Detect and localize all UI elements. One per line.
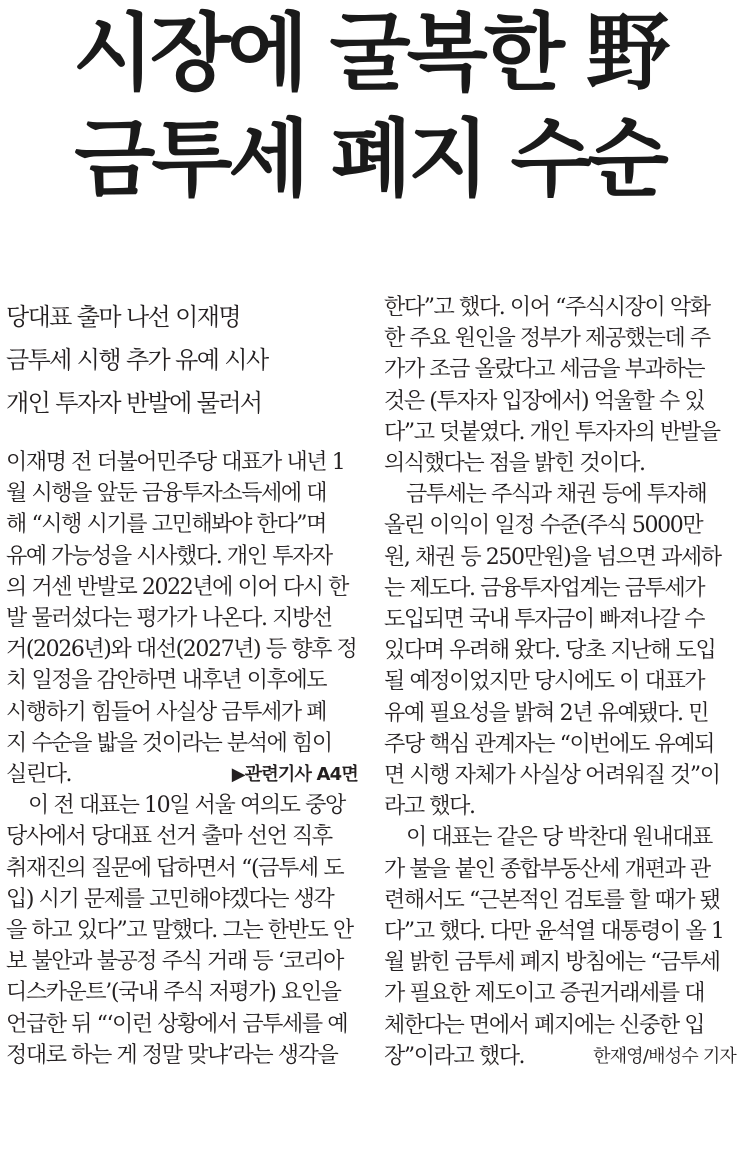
text-line: 가 필요한 제도이고 증권거래세를 대 [384,981,705,1007]
text-line: 장”이라고 했다. [384,1043,525,1069]
text-line: 을 하고 있다”고 말했다. 그는 한반도 안 [6,918,353,944]
subheadline-deck [6,292,358,425]
text-line: 취재진의 질문에 답하면서 “(금투세 도 [6,855,344,881]
text-line: 가가 조금 올랐다고 세금을 부과하는 [384,357,705,383]
text-line: 면 시행 자체가 사실상 어려워질 것”이 [384,763,720,789]
text-line: 발 물러섰다는 평가가 나온다. 지방선 [6,606,332,632]
text-line: 디스카운트’(국내 주식 저평가) 요인을 [6,980,341,1006]
right-column [384,292,736,1072]
text-line: 치 일정을 감안하면 내후년 이후에도 [6,668,327,694]
text-line: 주당 핵심 관계자는 “이번에도 유예되 [384,731,715,757]
related-article-line [6,759,358,790]
text-line: 이 대표는 같은 당 박찬대 원내대표 [406,825,712,851]
byline: 한재영/배성수 기자 [593,1045,736,1067]
text-line: 라고 했다. [384,794,475,820]
text-line: 입) 시기 문제를 고민해야겠다는 생각 [6,886,334,912]
text-line: 유예 가능성을 시사했다. 개인 투자자 [6,543,332,569]
text-line: 실린다. [6,762,72,788]
text-line: 의식했다는 점을 밝힌 것이다. [384,451,645,477]
text-line: 보 불안과 불공정 주식 거래 등 ‘코리아 [6,949,343,975]
deck-line-3: 개인 투자자 반발에 물러서 [6,389,262,417]
text-line: 당사에서 당대표 선거 출마 선언 직후 [6,824,332,850]
deck-line-2: 금투세 시행 추가 유예 시사 [6,346,268,374]
text-line: 는 제도다. 금융투자업계는 금투세가 [384,575,705,601]
text-line: 련해서도 “근본적인 검토를 할 때가 됐 [384,887,720,913]
text-line: 시행하기 힘들어 사실상 금투세가 폐 [6,699,327,725]
text-line: 유예 필요성을 밝혀 2년 유예됐다. 민 [384,700,709,726]
related-article-link[interactable]: ▶관련기사 A4면 [231,764,358,786]
byline-line [384,1041,736,1072]
text-line: 한 주요 원인을 정부가 제공했는데 주 [384,326,710,352]
text-line: 다”고 했다. 다만 윤석열 대통령이 올 1 [384,919,724,945]
text-line: 올린 이익이 일정 수준(주식 5000만 [384,513,703,539]
text-line: 가 불을 붙인 종합부동산세 개편과 관 [384,856,710,882]
body-paragraph-1 [6,447,358,790]
headline-line-1: 시장에 굴복한 野 [72,4,667,102]
text-line: 월 밝힌 금투세 폐지 방침에는 “금투세 [384,950,720,976]
text-line: 지 수순을 밟을 것이라는 분석에 힘이 [6,730,332,756]
headline-line-2: 금투세 폐지 수순 [74,110,665,208]
left-column [6,292,358,1071]
text-line: 언급한 뒤 “‘이런 상황에서 금투세를 예 [6,1011,348,1037]
text-line: 것은 (투자자 입장에서) 억울할 수 있 [384,388,705,414]
text-line: 도입되면 국내 투자금이 빠져나갈 수 [384,607,705,633]
text-line: 거(2026년)와 대선(2027년) 등 향후 정 [6,637,357,663]
text-line: 이재명 전 더불어민주당 대표가 내년 1 [6,450,345,475]
body-paragraph-3 [384,292,736,479]
headline [0,0,739,212]
text-line: 한다”고 했다. 이어 “주식시장이 악화 [384,295,710,320]
text-line: 월 시행을 앞둔 금융투자소득세에 대 [6,481,327,507]
body-paragraph-5 [384,822,736,1072]
text-line: 의 거센 반발로 2022년에 이어 다시 한 [6,574,349,600]
text-line: 원, 채권 등 250만원)을 넘으면 과세하 [384,544,721,570]
deck-line-1: 당대표 출마 나선 이재명 [6,303,240,331]
body-paragraph-2 [6,790,358,1071]
text-line: 있다며 우려해 왔다. 당초 지난해 도입 [384,638,716,664]
text-line: 금투세는 주식과 채권 등에 투자해 [406,482,707,508]
text-line: 될 예정이었지만 당시에도 이 대표가 [384,669,705,695]
text-line: 정대로 하는 게 정말 맞냐’라는 생각을 [6,1042,338,1068]
text-line: 해 “시행 시기를 고민해봐야 한다”며 [6,512,326,538]
body-paragraph-4 [384,479,736,822]
text-line: 다”고 덧붙였다. 개인 투자자의 반발을 [384,419,720,445]
text-line: 이 전 대표는 10일 서울 여의도 중앙 [28,793,345,819]
text-line: 체한다는 면에서 폐지에는 신중한 입 [384,1012,705,1038]
